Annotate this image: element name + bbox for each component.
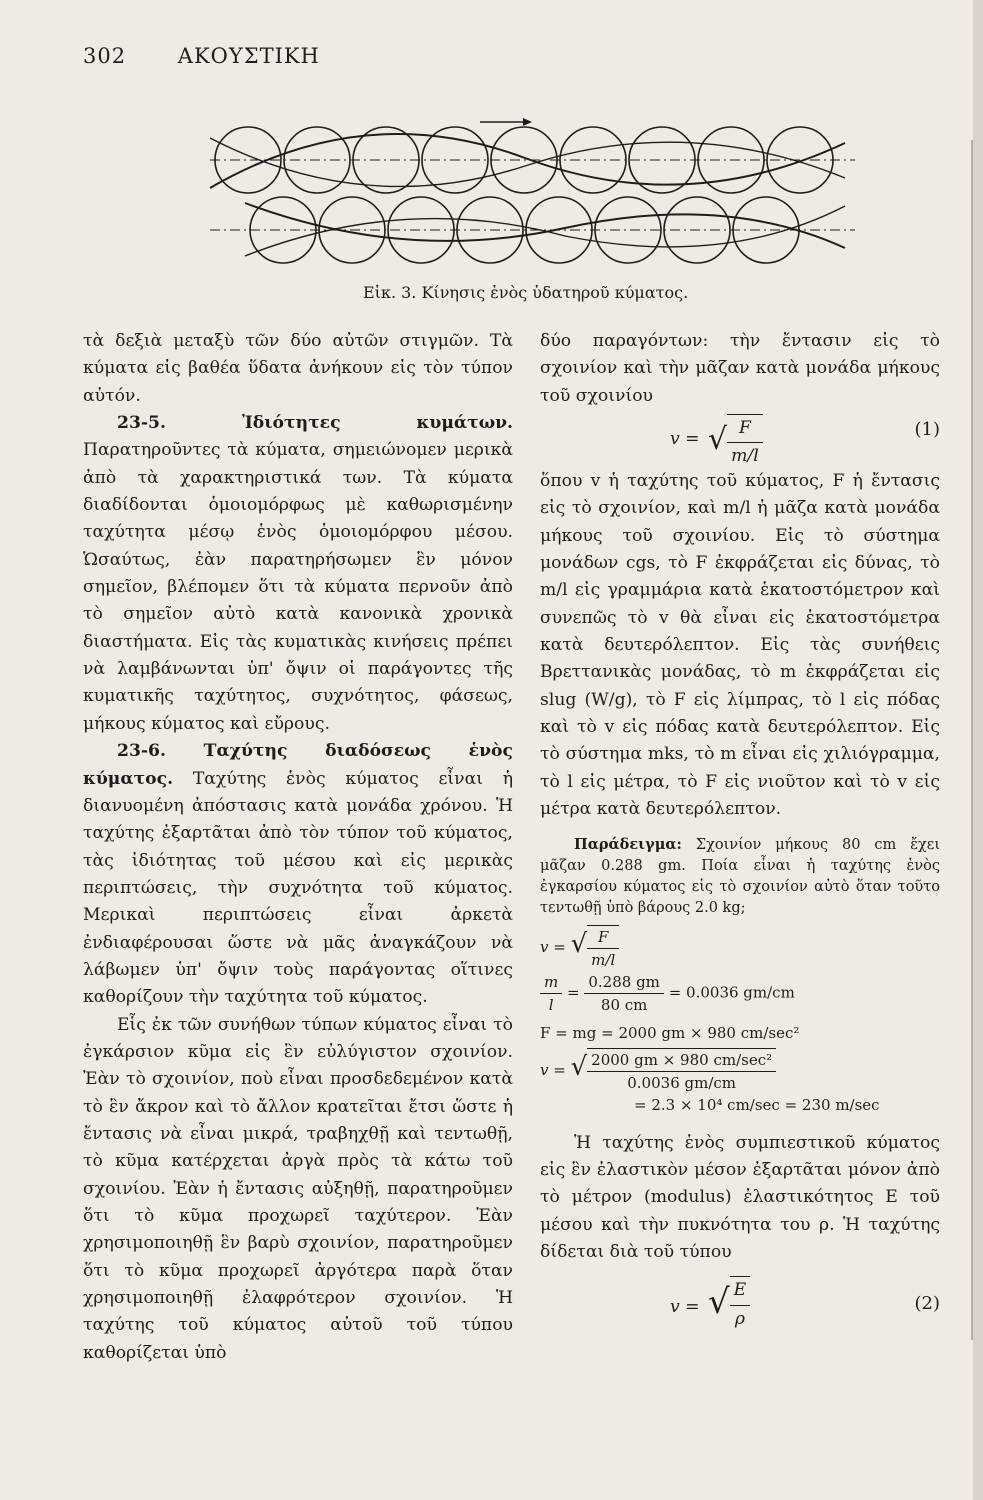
running-header [83,44,320,68]
paragraph: Ἡ ταχύτης ἑνὸς συμπιεστικοῦ κύματος εἰς ἓν ἐλαστικὸν μέσον ἐξαρτᾶται μόνον ἀπὸ τὸ μέτρον (modulus) ἐλαστικότητος E τοῦ μέσου καὶ τὴν πυκνότητα του ρ. Ἡ ταχύτης δίδεται διὰ τοῦ τύπου [540,1132,940,1262]
section-23-5 [83,410,513,738]
page-edge-line [971,140,973,1340]
equation-number: (2) [914,1293,940,1315]
math-line-2 [540,971,940,1016]
math-denominator: l [548,995,554,1014]
math-line-5: = 2.3 × 10⁴ cm/sec = 230 m/sec [634,1095,880,1114]
page-edge [973,0,983,1500]
math-numerator: m [540,971,562,994]
page-number: 302 [83,44,127,68]
right-column [540,328,940,1342]
math-denominator: 80 cm [600,995,648,1014]
left-column [83,328,513,1367]
example-body: Σχοινίον μήκους 80 cm ἔχει μᾶζαν 0.288 gm. Ποία εἶναι ἡ ταχύτης ἑνὸς ἐγκαρσίου κύματος εἰς τὸ σχοινίον αὐτὸ ὅταν τοῦτο τεντωθῇ ὑπὸ βάρους 2.0 kg; [540,836,941,916]
running-title: ΑΚΟΥΣΤΙΚΗ [177,44,320,68]
paragraph: ὅπου v ἡ ταχύτης τοῦ κύματος, F ἡ ἔντασις εἰς τὸ σχοινίον, καὶ m/l ἡ μᾶζα κατὰ μονάδα μήκους τοῦ σχοινίου. Εἰς τὸ σύστημα μονάδων cgs, τὸ F ἐκφράζεται εἰς δύνας, τὸ m/l εἰς γραμμάρια κατὰ ἑκατοστόμετρον καὶ συνεπῶς τὸ v θὰ εἶναι εἰς ἑκατοστόμετρα κατὰ δευτερόλεπτον. Εἰς τὰς συνήθεις Βρεττανικὰς μονάδας, τὸ m ἐκφράζεται εἰς slug (W/g), τὸ F εἰς λίμπρας, τὸ l εἰς πόδας καὶ τὸ v εἰς πόδας κατὰ δευτερόλεπτον. Εἰς τὸ σύστημα mks, τὸ m εἶναι εἰς χιλιόγραμμα, τὸ l εἰς μέτρα, τὸ F εἰς νιοῦτον καὶ τὸ v εἰς μέτρα κατὰ δευτερόλεπτον. [540,471,940,820]
eq-denominator: ρ [734,1308,745,1329]
eq-fraction: √ $\frac{E}{\rho}$ [708,1276,750,1333]
example [540,834,940,919]
math-equals: = [567,983,580,1001]
arrow [480,118,532,126]
math-line-3: F = mg = 2000 gm × 980 cm/sec² [540,1023,800,1042]
math-line-1: v = √ $\frac{F}{m/l}$ [540,925,940,971]
section-23-6 [83,738,513,1011]
math-numerator: 0.288 gm [584,971,664,994]
math-numerator: 2000 gm × 980 cm/sec² [587,1048,776,1072]
equation-2 [540,1276,940,1336]
math-denominator: m/l [591,950,616,969]
wave-row-top [210,127,855,193]
paragraph: δύο παραγόντων: τὴν ἔντασιν εἰς τὸ σχοινίον καὶ τὴν μᾶζαν κατὰ μονάδα μήκους τοῦ σχοινίου [540,331,940,406]
wave-row-bottom [210,197,855,263]
eq-denominator: m/l [731,446,759,467]
section-body: Παρατηροῦντες τὰ κύματα, σημειώνομεν μερικὰ ἀπὸ τὰ χαρακτηριστικά των. Τὰ κύματα διαδίδονται ὁμοιομόρφως μὲ καθωρισμένην ταχύτητα μέσῳ ἑνὸς ὁμοιομόρφου μέσου. Ὡσαύτως, ἐὰν παρατηρήσωμεν ἓν μόνον σημεῖον, βλέπομεν ὅτι τὰ κύματα περνοῦν ἀπὸ τὸ σημεῖον αὐτὸ κατὰ κανονικὰ χρονικὰ διαστήματα. Εἰς τὰς κυματικὰς κινήσεις πρέπει νὰ λαμβάνωνται ὑπ' ὄψιν οἱ παράγοντες τῆς κυματικῆς ταχύτητος, συχνότητος, φάσεως, μήκους κύματος καὶ εὔρους. [83,440,513,734]
math-rhs: = 0.0036 gm/cm [668,983,795,1001]
paragraph: τὰ δεξιὰ μεταξὺ τῶν δύο αὐτῶν στιγμῶν. Τὰ κύματα εἰς βαθέα ὕδατα ἀνήκουν εἰς τὸν τύπον αὐτόν. [83,331,513,406]
equation-1 [540,414,940,467]
section-body: Ταχύτης ἑνὸς κύματος εἶναι ἡ διανυομένη ἀπόστασις κατὰ μονάδα χρόνου. Ἡ ταχύτης ἐξαρτᾶται ἀπὸ τὸν τύπον τοῦ κύματος, τὰς ἰδιότητας τοῦ μέσου καὶ εἰς μερικὰς περιπτώσεις, τὴν συχνότητα τοῦ κύματος. Μερικαὶ περιπτώσεις εἶναι ἀρκετὰ ἐνδιαφέρουσαι ὥστε νὰ μᾶς ἀναγκάζουν νὰ λάβωμεν ὑπ' ὄψιν τοὺς παράγοντας οἵτινες καθορίζουν τὴν ταχύτητα τοῦ κύματος. [83,768,513,1008]
math-denominator: 0.0036 gm/cm [627,1073,737,1092]
section-title: 23-6. Ταχύτης διαδόσεως ἑνὸς κύματος. [83,741,513,789]
equation-number: (1) [914,419,940,441]
eq-numerator: E [730,1276,751,1305]
eq-lhs: v = [670,1297,700,1318]
wave-figure [205,108,865,270]
figure-caption: Εἰκ. 3. Κίνησις ἑνὸς ὑδατηροῦ κύματος. [363,283,689,302]
math-numerator: F [587,925,619,949]
math-line-4: v = √ $\frac{\text{2000 gm × 980 cm/sec²}}{0.0036 gm/cm}$ [540,1048,940,1094]
eq-numerator: F [727,414,763,443]
eq-fraction: √ $\frac{F}{m/l}$ [708,414,763,471]
eq-lhs: v = [670,429,700,450]
math-lhs: v = [540,937,566,956]
paragraph: Εἷς ἐκ τῶν συνήθων τύπων κύματος εἶναι τὸ ἐγκάρσιον κῦμα εἰς ἓν εὐλύγιστον σχοινίον. Ἐὰν τὸ σχοινίον, ποὺ εἶναι προσδεδεμένον κατὰ τὸ ἓν ἄκρον καὶ τὸ ἄλλον κρατεῖται ἔτσι ὥστε ἡ ἔντασις νὰ εἶναι μικρά, τραβηχθῇ καὶ τεντωθῇ, τὸ κῦμα κατέρχεται ἀργὰ πρὸς τὰ κάτω τοῦ σχοινίου. Ἐὰν ἡ ἔντασις αὐξηθῇ, παρατηροῦμεν ὅτι τὸ κῦμα προχωρεῖ ταχύτερον. Ἐὰν χρησιμοποιηθῇ ἓν βαρὺ σχοινίον, παρατηροῦμεν ὅτι τὸ κῦμα προχωρεῖ ἀργότερα παρὰ ὅταν χρησιμοποιηθῇ ἐλαφρότερον σχοινίον. Ἡ ταχύτης τοῦ κύματος αὐτοῦ τοῦ τύπου καθορίζεται ὑπὸ [83,1014,513,1363]
example-label: Παράδειγμα: [574,835,682,853]
math-lhs: v = [540,1060,566,1079]
section-title: 23-5. Ἰδιότητες κυμάτων. [117,413,513,434]
